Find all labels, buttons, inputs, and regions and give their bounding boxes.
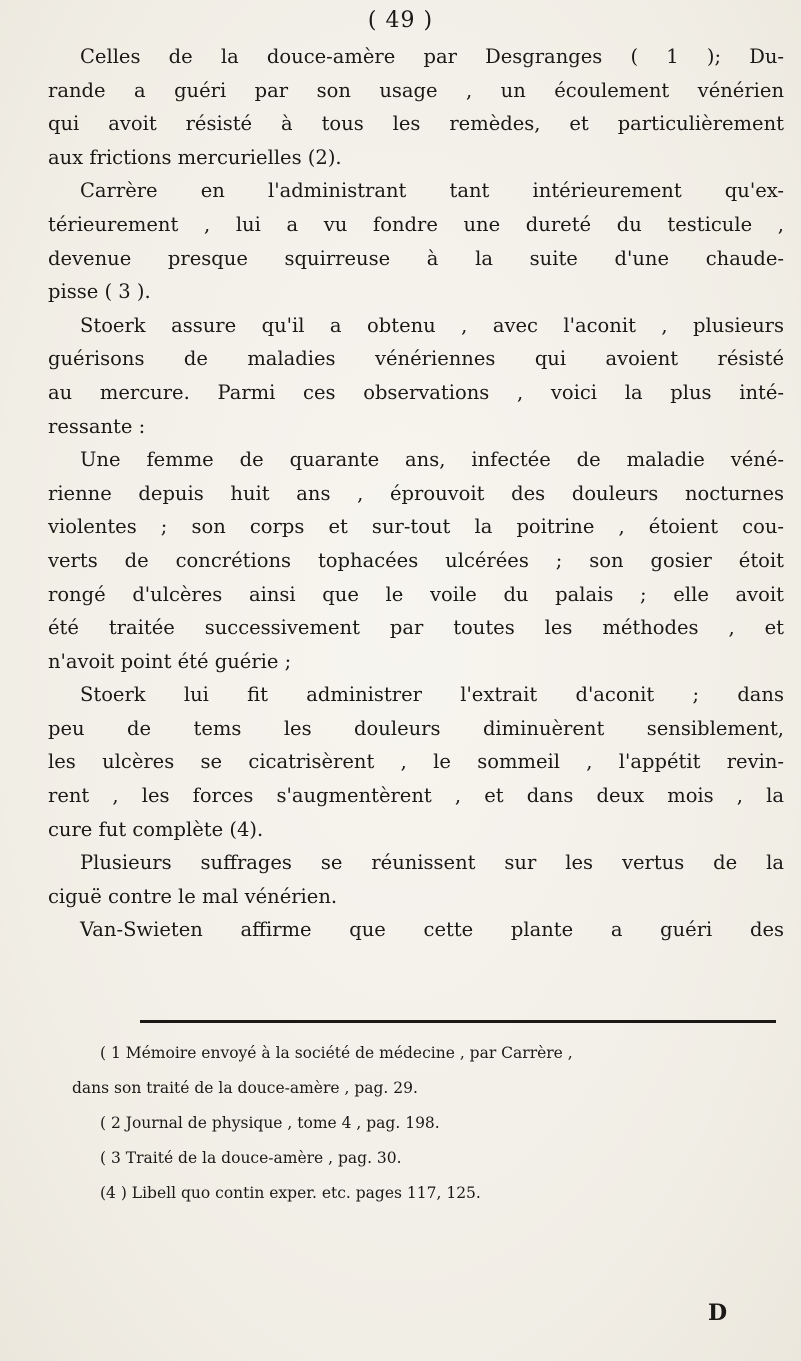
text-line: peu de tems les douleurs diminuèrent sensiblement, (48, 716, 784, 740)
text-line: guérisons de maladies vénériennes qui avoient résisté (48, 347, 784, 371)
text-line: rienne depuis huit ans , éprouvoit des douleurs nocturnes (48, 481, 784, 505)
text-line: pisse ( 3 ). (48, 280, 151, 304)
page-number-header: ( 49 ) (367, 8, 434, 33)
text-line: n'avoit point été guérie ; (48, 649, 292, 673)
text-line: qui avoit résisté à tous les remèdes, et particulièrement (48, 112, 784, 136)
text-line: Van-Swieten affirme que cette plante a guéri des (80, 918, 784, 942)
text-line: Stoerk assure qu'il a obtenu , avec l'aconit , plusieurs (80, 313, 784, 337)
text-line: Une femme de quarante ans, infectée de maladie véné- (80, 448, 784, 472)
text-line: devenue presque squirreuse à la suite d'une chaude- (48, 246, 784, 270)
text-line: Celles de la douce-amère par Desgranges ( 1 ); Du- (80, 45, 784, 68)
footnote-line: ( 2 Journal de physique , tome 4 , pag. 198. (100, 1114, 440, 1132)
text-line: Stoerk lui fit administrer l'extrait d'aconit ; dans (80, 683, 784, 707)
text-line: Carrère en l'administrant tant intérieurement qu'ex- (80, 179, 784, 203)
text-line: violentes ; son corps et sur-tout la poitrine , étoient cou- (48, 515, 784, 539)
text-line: cure fut complète (4). (48, 817, 264, 841)
text-line: au mercure. Parmi ces observations , voici la plus inté- (48, 380, 784, 404)
text-line: ciguë contre le mal vénérien. (48, 884, 338, 908)
main-text (48, 40, 784, 947)
footnotes (72, 1036, 772, 1211)
footnote-line: dans son traité de la douce-amère , pag. 29. (72, 1079, 418, 1097)
text-line: les ulcères se cicatrisèrent , le sommeil , l'appétit revin- (48, 750, 784, 774)
text-line: Plusieurs suffrages se réunissent sur les vertus de la (80, 851, 784, 875)
text-line: rande a guéri par son usage , un écoulement vénérien (48, 78, 784, 102)
text-line: rent , les forces s'augmentèrent , et dans deux mois , la (48, 784, 784, 808)
text-line: térieurement , lui a vu fondre une dureté du testicule , (48, 212, 784, 236)
text-line: été traitée successivement par toutes les méthodes , et (48, 616, 784, 640)
text-line: rongé d'ulcères ainsi que le voile du palais ; elle avoit (48, 582, 784, 606)
footnote-divider (140, 1020, 776, 1023)
text-line: aux frictions mercurielles (2). (48, 145, 342, 169)
signature-mark: D (708, 1300, 728, 1326)
footnote-line: ( 1 Mémoire envoyé à la société de médecine , par Carrère , (100, 1044, 573, 1062)
footnote-line: ( 3 Traité de la douce-amère , pag. 30. (100, 1149, 402, 1167)
text-line: verts de concrétions tophacées ulcérées ; son gosier étoit (48, 548, 784, 572)
text-line: ressante : (48, 414, 146, 438)
footnote-line: (4 ) Libell quo contin exper. etc. pages 117, 125. (100, 1184, 481, 1202)
